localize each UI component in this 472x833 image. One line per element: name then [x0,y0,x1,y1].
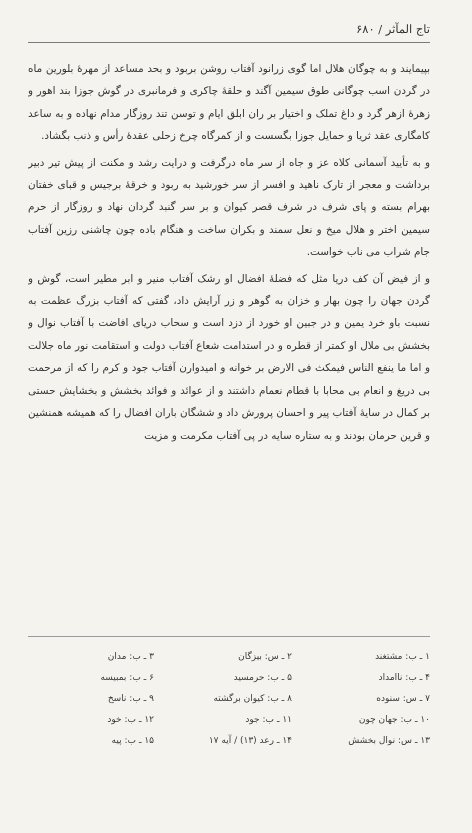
footnote: ۱۰ ـ ب: جهان چون [358,715,430,725]
footnote: ۶ ـ ب: بمبیسه [100,673,154,683]
footnote: ۱۳ ـ س: نوال بخشش [348,736,430,746]
running-header: تاج المآثر / ۶۸۰ [356,22,430,36]
footnote: ۸ ـ ب: کیوان برگشته [213,694,292,704]
footnote: ۱۲ ـ ب: خود [107,715,154,725]
paragraph: و از فیض آن کف دریا مثل که فضلهٔ افضال او رشک آفتاب منیر و ابر مطیر است، گوش و گردن جهان را چون بهار و خزان به گوهر و زر آرایش داد، گفتی که آفتاب بزرگ عظمت به نسبت باو خرد یمین و در جبین او خورد از دزد است و سحاب دریای افاضت با آفتاب نوال و بخشش بی ملال او کمتر از قطره و در استدامت شعاع آفتاب دولت و استقامت نور ماه جلالت و اما ما ینفع الناس فیمکث فی الارض بر خوانه و امیدوارن آفتاب جود و کرم را که از مرحمت بی دریغ و انعام بی محابا با قطام نعمام داشتند و از عوائد و فوائد بخشش و بخشایش حستی بر کمال در سایهٔ آفتاب پیر و احسان پرورش داد و ششگان باران افضال را که همیشه همنشین و قرین حرمان بودند و به ستاره سایه در پی آفتاب مکرمت و مزیت [28,272,430,442]
footnote: ۷ ـ س: سنوده [376,694,430,704]
footnote: ۱ ـ ب: مشتغند [375,652,430,662]
footnote: ۱۵ ـ ب: پیه [111,736,154,746]
footnote: ۲ ـ س: بیزگان [238,652,292,662]
footnote: ۳ ـ ب: مدان [107,652,154,662]
footnotes [28,650,430,750]
paragraph: بپیمایند و به چوگان هلال اما گوی زرانود آفتاب روشن بربود و بحد مساعد از مهرهٔ بلورین ماه در گردن اسب چوگانی طوق سیمین آگند و حلقهٔ چاکری و فرمانبری در گوش جوزا بند اهور و زهرهٔ ازهر گرد و داغ تملک و اختیار بر ران ابلق ایام و توسن تند روزگار مدام نهاده و به ساعد کامگاری عقد ثریا و حمایل جوزا بگسست و از کمرگاه چرخ زحلی عقدهٔ رأس و ذنب بگشاد. [28,63,430,143]
footnote: ۱۴ ـ رعد (۱۳) / آیه ۱۷ [208,736,292,746]
footnote: ۴ ـ ب: ناامداد [378,673,430,683]
footnote: ۹ ـ ب: ناسخ [107,694,154,704]
main-text [28,58,430,603]
footnote: ۵ ـ ب: حرمسید [233,673,292,683]
footnote: ۱۱ ـ ب: جود [245,715,292,725]
header-rule [28,42,430,43]
footnote-rule [28,636,430,637]
paragraph: و به تأیید آسمانی کلاه عز و جاه از سر ماه درگرفت و درایت رشد و مکنت از پیش تیر دبیر برداشت و معجر از تارک ناهید و افسر از سر خورشید به ربود و خرقهٔ برجیس و قبای خفتان بهرام بسته و پای شرف در شرف قصر کیوان و بر سر گنبد گردان نهاد و روزگار از حرم سیمین اختر و هلال میخ و نعل سمند و بکران ساخت و هنگام باده چون چاشنی رزین آفتاب جام شراب می ناب خواست. [28,156,430,259]
